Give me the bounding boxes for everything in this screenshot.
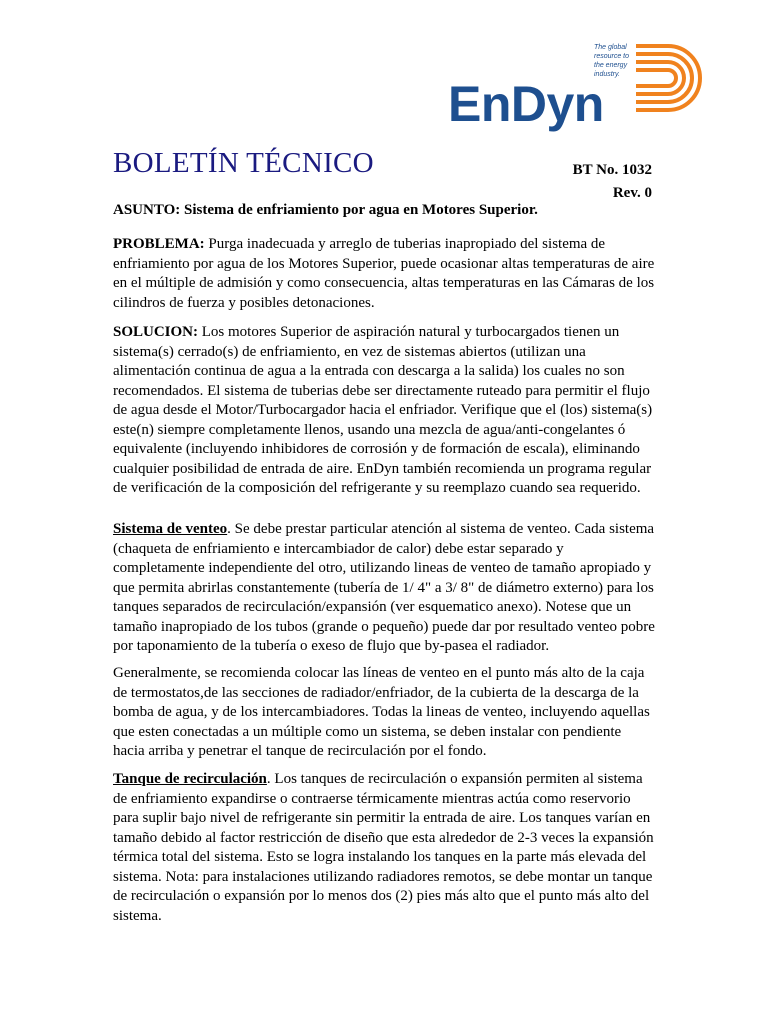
subject-line: ASUNTO: Sistema de enfriamiento por agua en Motores Superior. bbox=[113, 202, 538, 218]
solucion-text: Los motores Superior de aspiración natural y turbocargados tienen un sistema(s) cerrado(s) de enfriamiento, en vez de sistemas abiertos (utilizan una alimentación continua de agua a la entrada con descarga a la salida) los cuales no son recomendados. El sistema de tuberias debe ser directamente ruteado para permitir el flujo de agua desde el Motor/Turbocargador hacia el enfriador. Verifique que el (los) sistema(s) este(n) siempre completamente llenos, usando una mezcla de agua/anti-congelantes ó equivalente (incluyendo inhibidores de corrosión y de formación de escala), eliminando cualquier posibilidad de entrada de aire. EnDyn también recomienda un programa regular de verificación de la composición del refrigerante y su reemplazo cuando sea requerido. bbox=[113, 324, 653, 496]
endyn-d-mark-icon bbox=[634, 42, 708, 114]
tanque-text: . Los tanques de recirculación o expansión permiten al sistema de enfriamiento expandirse o contraerse térmicamente mientras actúa como reservorio para suplir bajo nivel de refrigerante sin permitir la entrada de aire. Los tanques varían en tamaño debido al factor restricción de diseño que esta alrededor de 2-3 veces la expansión térmica total del sistema. Esto se logra instalando los tanques en la parte más elevada del sistema. Nota: para instalaciones utilizando radiadores remotos, se debe montar un tanque de recirculación o expansión por lo menos dos (2) pies más alto que el punto más alto del sistema. bbox=[113, 771, 654, 924]
bulletin-title: BOLETÍN TÉCNICO bbox=[113, 147, 374, 179]
revision-number: Rev. 0 bbox=[612, 185, 652, 201]
bulletin-number: BT No. 1032 bbox=[572, 162, 652, 178]
generalmente-text: Generalmente, se recomienda colocar las líneas de venteo en el punto más alto de la caja de termostatos,de las secciones de radiador/enfriador, de la cubierta de la descarga de la bomba de agua, y de los intercambiadores. Todas la lineas de venteo, incluyendo aquellas que esten conectadas a un múltiple como un sistema, se deben instalar con pendiente hacia arriba y penetrar el tanque de recirculación por el fondo. bbox=[113, 665, 650, 759]
logo-tagline: The global resource to the energy industry. bbox=[594, 44, 630, 78]
tanque-label: Tanque de recirculación bbox=[113, 771, 267, 787]
tanque-paragraph bbox=[113, 770, 655, 926]
venteo-label: Sistema de venteo bbox=[113, 521, 228, 537]
solucion-paragraph bbox=[113, 323, 655, 499]
logo-wordmark: EnDyn bbox=[448, 76, 604, 132]
problema-text: Purga inadecuada y arreglo de tuberias inapropiado del sistema de enfriamiento por agua de los Motores Superior, puede ocasionar altas temperaturas de aire en el múltiple de admisión y como consecuencia, altas temperaturas en las Cámaras de los cilindros de fuerza y posibles detonaciones. bbox=[113, 236, 655, 311]
endyn-logo bbox=[448, 38, 708, 134]
problema-paragraph bbox=[113, 235, 655, 313]
problema-label: PROBLEMA: bbox=[113, 236, 205, 252]
solucion-label: SOLUCION: bbox=[113, 324, 199, 340]
generalmente-paragraph bbox=[113, 664, 655, 762]
venteo-paragraph bbox=[113, 520, 655, 657]
venteo-text: . Se debe prestar particular atención al sistema de venteo. Cada sistema (chaqueta de enfriamiento e intercambiador de calor) debe estar separado y completamente independiente del otro, utilizando lineas de venteo de tamaño apropiado y que permita abrirlas constantemente (tubería de 1/ 4" a 3/ 8" de diámetro externo) para los tanques separados de recirculación/expansión (ver esquematico anexo). Notese que un tamaño inapropiado de los tubos (grande o pequeño) puede dar por resultado venteo pobre por taponamiento de la tubería o exeso de flujo que by-pasea el radiador. bbox=[113, 521, 655, 654]
